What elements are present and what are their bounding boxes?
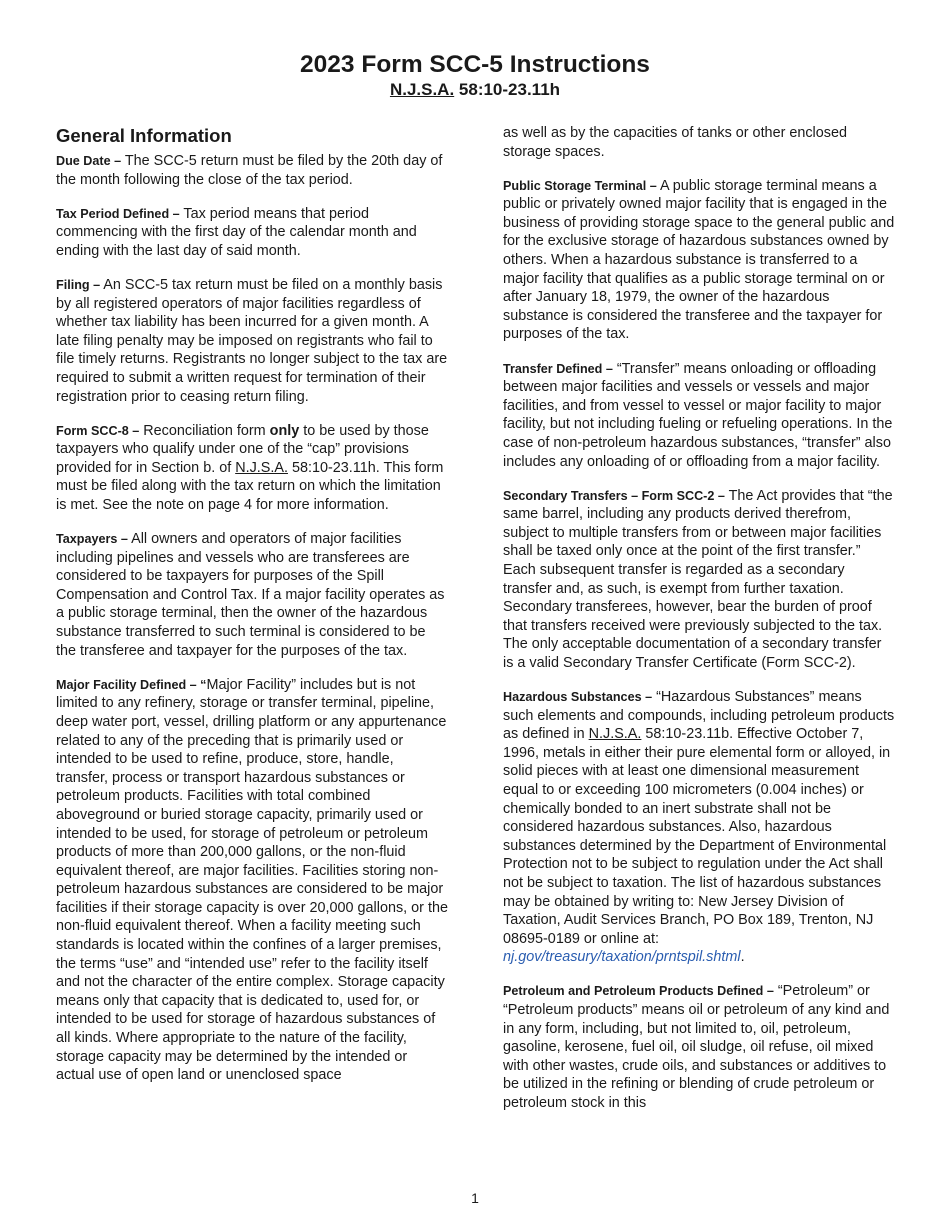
tax-period-lead: Tax Period Defined – [56, 206, 180, 221]
tax-period-paragraph [56, 205, 448, 261]
major-facility-lead: Major Facility Defined – “ [56, 677, 207, 692]
hazardous-substances-text-3: . [740, 949, 745, 966]
hazardous-substances-ref: N.J.S.A. [588, 726, 642, 743]
secondary-transfers-text: The Act provides that “the same barrel, including any products derived therefrom, subject to multiple transfers from or between major facilities shall be taxed only once at the point of the first transfer.” Each subsequent transfer is regarded as a secondary transfer and, as such, is exempt from further taxation. Secondary transferees, however, bear the burden of proof that transfers received were previously subjected to the tax. The only acceptable documentation of a secondary transfer is a valid Secondary Transfer Certificate (Form SCC-2). [503, 487, 893, 671]
transfer-lead: Transfer Defined – [503, 361, 613, 376]
page-subtitle [0, 79, 950, 101]
form-scc8-bold: only [269, 422, 300, 439]
taxpayers-lead: Taxpayers – [56, 532, 128, 547]
right-column [503, 124, 895, 1128]
hazardous-substances-paragraph [503, 688, 895, 967]
form-scc8-text-1: Reconciliation form [139, 422, 270, 439]
major-facility-paragraph [56, 676, 448, 1085]
page-number: 1 [471, 1190, 479, 1206]
filing-lead: Filing – [56, 277, 101, 292]
form-scc8-text-3: 58:10-23.11h. This form must be filed along with the tax return on which the limitation is met. See the note on page 4 for more information. [56, 459, 444, 513]
filing-text: An SCC-5 tax return must be filed on a monthly basis by all registered operators of major facilities regardless of whether tax liability has been incurred for a given month. A late filing penalty may be imposed on registrants who fail to file timely returns. Registrants no longer subject to the tax are required to submit a written request for termination of their registration prior to ceasing return filing. [56, 276, 448, 405]
form-scc8-ref: N.J.S.A. [235, 459, 288, 476]
taxpayers-text: All owners and operators of major facilities including pipelines and vessels who are transferees are considered to be taxpayers for purposes of the Spill Compensation and Control Tax. If a major facility operates as a public storage terminal, then the owner of the hazardous substance transferred to such terminal is considered to be the transferee and taxpayer for the purposes of the tax. [56, 531, 445, 659]
due-date-text: The SCC-5 return must be filed by the 20th day of the month following the close of the tax period. [56, 153, 443, 188]
major-facility-text: Major Facility” includes but is not limited to any refinery, storage or transfer terminal, pipeline, deep water port, vessel, drilling platform or any appurtenance related to any of the preceding that is primarily used or intended to be used to refine, produce, store, handle, transfer, process or transport hazardous substances or petroleum products. Facilities with total combined aboveground or buried storage capacity, primarily used or intended to be used, for storage of petroleum or petroleum products of more than 200,000 gallons, or the non-fluid equivalent thereof, are major facilities. Facilities storing non-petroleum hazardous substances are considered to be major facilities if their storage capacity is over 20,000 gallons, or the non-fluid equivalent thereof. When a facility meeting such standards is located within the confines of a larger premises, the terms “use” and “intended use” refer to the facility itself and not the character of the entire complex. Storage capacity means only that capacity that is dedicated to, used for, or intended to be used for storage of hazardous substances of all kinds. Where appropriate to the nature of the facility, storage capacity may be determined by the intended or actual use of open land or unenclosed space [56, 676, 448, 1084]
due-date-lead: Due Date – [56, 154, 122, 168]
major-facility-continued: as well as by the capacities of tanks or other enclosed storage spaces. [503, 125, 847, 160]
hazardous-substances-text-2: 58:10-23.11b. Effective October 7, 1996, metals in either their pure elemental form or alloyed, in solid pieces with at least one dimensional measurement equal to or exceeding 100 micrometers (0.004 inches) or chemically bonded to an inert substrate shall not be considered hazardous substances. Also, hazardous substances determined by the Department of Environmental Protection not to be subject to regulation under the Act shall not be subject to taxation. The list of hazardous substances may be obtained by writing to: New Jersey Division of Taxation, Audit Services Branch, PO Box 189, Trenton, NJ 08695-0189 or online at: [503, 726, 891, 947]
hazardous-substances-text-1: “Hazardous Substances” means such elements and compounds, including petroleum products as defined in [503, 689, 895, 743]
prntspil-link[interactable]: nj.gov/treasury/taxation/prntspil.shtml [503, 949, 741, 966]
page-title: 2023 Form SCC-5 Instructions [300, 51, 650, 78]
secondary-transfers-lead: Secondary Transfers – Form SCC-2 – [503, 488, 725, 503]
petroleum-text: “Petroleum” or “Petroleum products” means oil or petroleum of any kind and in any form, including, but not limited to, oil, petroleum, gasoline, kerosene, fuel oil, oil sludge, oil refuse, oil mixed with other wastes, crude oils, and substances or additives to be utilized in the refining or blending of crude petroleum or petroleum stock in this [503, 983, 890, 1111]
section-title: General Information [56, 125, 232, 146]
statute-section: 58:10-23.11h [454, 80, 561, 99]
form-scc8-lead: Form SCC-8 – [56, 423, 140, 438]
public-storage-lead: Public Storage Terminal – [503, 178, 657, 193]
form-scc8-paragraph [56, 422, 448, 515]
left-column [56, 124, 448, 1100]
due-date-paragraph [56, 152, 448, 189]
hazardous-substances-lead: Hazardous Substances – [503, 690, 653, 705]
form-scc8-text-2: to be used by those taxpayers who qualify under one of the “cap” provisions provided for in Section b. of [56, 422, 429, 476]
public-storage-text: A public storage terminal means a public or privately owned major facility that is engaged in the business of providing storage space to the general public and for the exclusive storage of hazardous substances owned by others. When a hazardous substance is transferred to a major facility that qualifies as a public storage terminal on or after January 18, 1979, the owner of the hazardous substance is considered the transferee and the taxpayer for purposes of the tax. [503, 177, 895, 343]
tax-period-text: Tax period means that period commencing with the first day of the calendar month and ending with the last day of said month. [56, 205, 417, 259]
taxpayers-paragraph [56, 530, 448, 660]
public-storage-paragraph [503, 177, 895, 344]
petroleum-lead: Petroleum and Petroleum Products Defined – [503, 984, 774, 999]
secondary-transfers-paragraph [503, 487, 895, 673]
petroleum-paragraph [503, 982, 895, 1112]
statute-reference: N.J.S.A. [389, 80, 455, 99]
filing-paragraph [56, 276, 448, 406]
transfer-paragraph [503, 360, 895, 472]
transfer-text: “Transfer” means onloading or offloading between major facilities and vessels or vessels and major facilities, and from vessel to vessel or major facility to major facility, but not including fueling or refueling operations. In the case of non-petroleum hazardous substances, “transfer” also includes any onloading of or offloading from a major facility. [503, 360, 893, 470]
